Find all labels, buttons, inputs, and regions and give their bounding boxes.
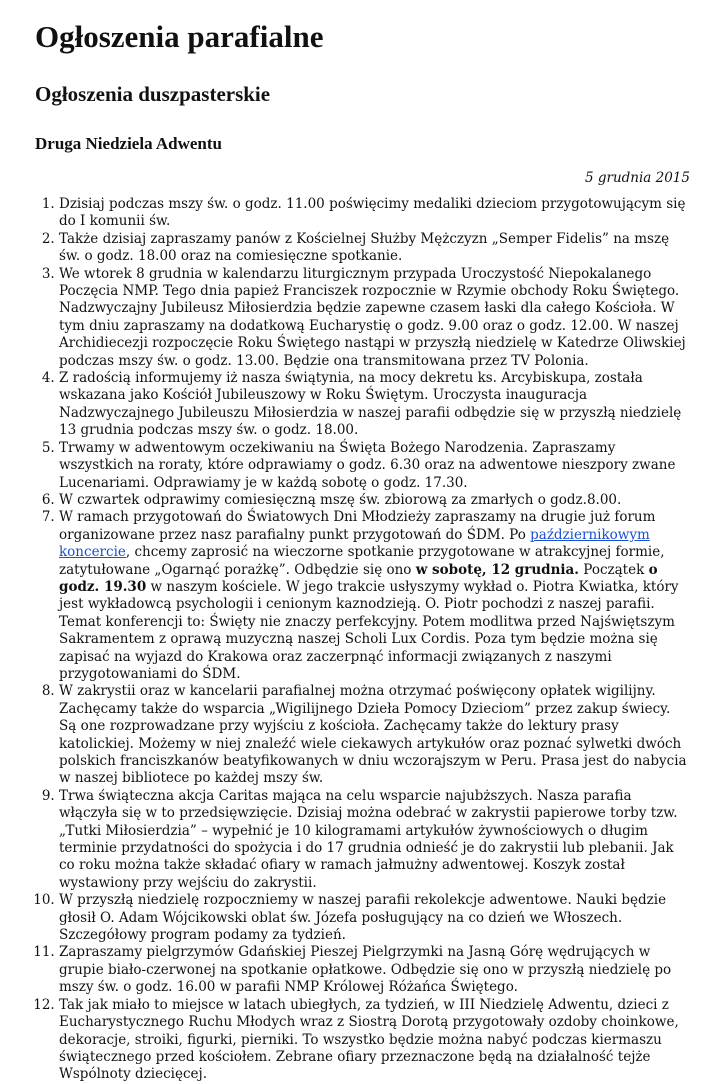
- item-text: , chcemy zaprosić na wieczorne spotkanie przygotowane w atrakcyjnej formie, zatytułowane „Ogarnąć porażkę”. Odbędzie się ono: [59, 544, 665, 578]
- section-heading: Druga Niedziela Adwentu: [35, 134, 222, 153]
- announcements-list: [35, 196, 690, 1084]
- event-date: w sobotę, 12 grudnia.: [415, 561, 579, 578]
- list-item: [59, 509, 690, 683]
- item-text: w naszym kościele. W jego trakcie usłyszymy wykład o. Piotra Kwiatka, który jest wykładowcą psychologii i cenionym kaznodzieją. O. Piotr pochodzi z naszej parafii. Temat konferencji to: Święty nie znaczy perfekcyjny. Potem modlitwa przed Najświętszym Sakramentem z oprawą muzyczną naszej Scholi Lux Cordis. Poza tym będzie można się zapisać na wyjazd do Krakowa oraz zaczerpnąć informacji związanych z naszymi przygotowaniami do ŚDM.: [59, 578, 679, 682]
- list-item: 3. We wtorek 8 grudnia w kalendarzu liturgicznym przypada Uroczystość Niepokalanego Poczęcia NMP. Tego dnia papież Franciszek rozpocznie w Rzymie obchody Roku Świętego. Nadzwyczajny Jubileusz Miłosierdzia będzie zapewne czasem łaski dla całego Kościoła. W tym dniu zapraszamy na dodatkową Eucharystię o godz. 9.00 oraz o godz. 12.00. W naszej Archidiecezji rozpoczęcie Roku Świętego nastąpi w przyszłą niedzielę w Katedrze Oliwskiej podczas mszy św. o godz. 13.00. Będzie ona transmitowana przez TV Polonia.: [59, 266, 690, 370]
- list-item: 8. W zakrystii oraz w kancelarii parafialnej można otrzymać poświęcony opłatek wigilijny. Zachęcamy także do wsparcia „Wigilijnego Dzieła Pomocy Dzieciom” przez zakup świecy. Są one rozprowadzane przy wyjściu z kościoła. Zachęcamy także do lektury prasy katolickiej. Możemy w niej znaleźć wiele ciekawych artykułów oraz poznać sylwetki dwóch polskich franciszkanów beatyfikowanych w dniu wczorajszym w Peru. Prasa jest do nabycia w naszej bibliotece po każdej mszy św.: [59, 683, 690, 787]
- list-item: 10. W przyszłą niedzielę rozpoczniemy w naszej parafii rekolekcje adwentowe. Nauki będzie głosił O. Adam Wójcikowski oblat św. Józefa posługujący na co dzień we Włoszech. Szczegółowy program podamy za tydzień.: [59, 892, 690, 944]
- list-item: 2. Także dzisiaj zapraszamy panów z Kościelnej Służby Mężczyzn „Semper Fidelis” na mszę św. o godz. 18.00 oraz na comiesięczne spotkanie.: [59, 231, 690, 266]
- list-item: 6. W czwartek odprawimy comiesięczną mszę św. zbiorową za zmarłych o godz.8.00.: [59, 492, 690, 509]
- item-text: Początek: [579, 561, 649, 578]
- list-item: 12. Tak jak miało to miejsce w latach ubiegłych, za tydzień, w III Niedzielę Adwentu, dzieci z Eucharystycznego Ruchu Młodych wraz z Siostrą Dorotą przygotowały ozdoby choinkowe, dekoracje, stroiki, figurki, pierniki. To wszystko będzie można nabyć podczas kiermaszu świątecznego przed kościołem. Zebrane ofiary przeznaczone będą na działalność tejże Wspólnoty dziecięcej.: [59, 997, 690, 1084]
- list-item: 9. Trwa świąteczna akcja Caritas mająca na celu wsparcie najubższych. Nasza parafia włączyła się w to przedsięwzięcie. Dzisiaj można odebrać w zakrystii papierowe torby tzw. „Tutki Miłosierdzia” – wypełnić je 10 kilogramami artykułów żywnościowych o długim terminie przydatności do spożycia i do 17 grudnia odnieść je do zakrystii lub plebanii. Jak co roku można także składać ofiary w ramach jałmużny adwentowej. Koszyk został wystawiony przy wejściu do zakrystii.: [59, 788, 690, 892]
- concert-link[interactable]: październikowym koncercie: [59, 526, 650, 561]
- event-time: o godz. 19.30: [59, 561, 658, 595]
- list-item: 1. Dzisiaj podczas mszy św. o godz. 11.00 poświęcimy medaliki dzieciom przygotowującym się do I komunii św.: [59, 196, 690, 231]
- page-subtitle: Ogłoszenia duszpasterskie: [35, 82, 271, 106]
- publish-date: 5 grudnia 2015: [584, 170, 690, 186]
- page-title: Ogłoszenia parafialne: [35, 19, 324, 54]
- list-item: 4. Z radością informujemy iż nasza świątynia, na mocy dekretu ks. Arcybiskupa, została wskazana jako Kościół Jubileuszowy w Roku Świętym. Uroczysta inauguracja Nadzwyczajnego Jubileuszu Miłosierdzia w naszej parafii odbędzie się w przyszłą niedzielę 13 grudnia podczas mszy św. o godz. 18.00.: [59, 370, 690, 440]
- item-text: W ramach przygotowań do Światowych Dni Młodzieży zapraszamy na drugie już forum organizowane przez nasz parafialny punkt przygotowań do ŚDM. Po: [59, 509, 656, 543]
- list-item: 11. Zapraszamy pielgrzymów Gdańskiej Pieszej Pielgrzymki na Jasną Górę wędrujących w grupie biało-czerwonej na spotkanie opłatkowe. Odbędzie się ono w przyszłą niedzielę po mszy św. o godz. 16.00 w parafii NMP Królowej Różańca Świętego.: [59, 944, 690, 996]
- list-item: 5. Trwamy w adwentowym oczekiwaniu na Święta Bożego Narodzenia. Zapraszamy wszystkich na roraty, które odprawiamy o godz. 6.30 oraz na adwentowe nieszpory zwane Lucenariami. Odprawiamy je w każdą sobotę o godz. 17.30.: [59, 440, 690, 492]
